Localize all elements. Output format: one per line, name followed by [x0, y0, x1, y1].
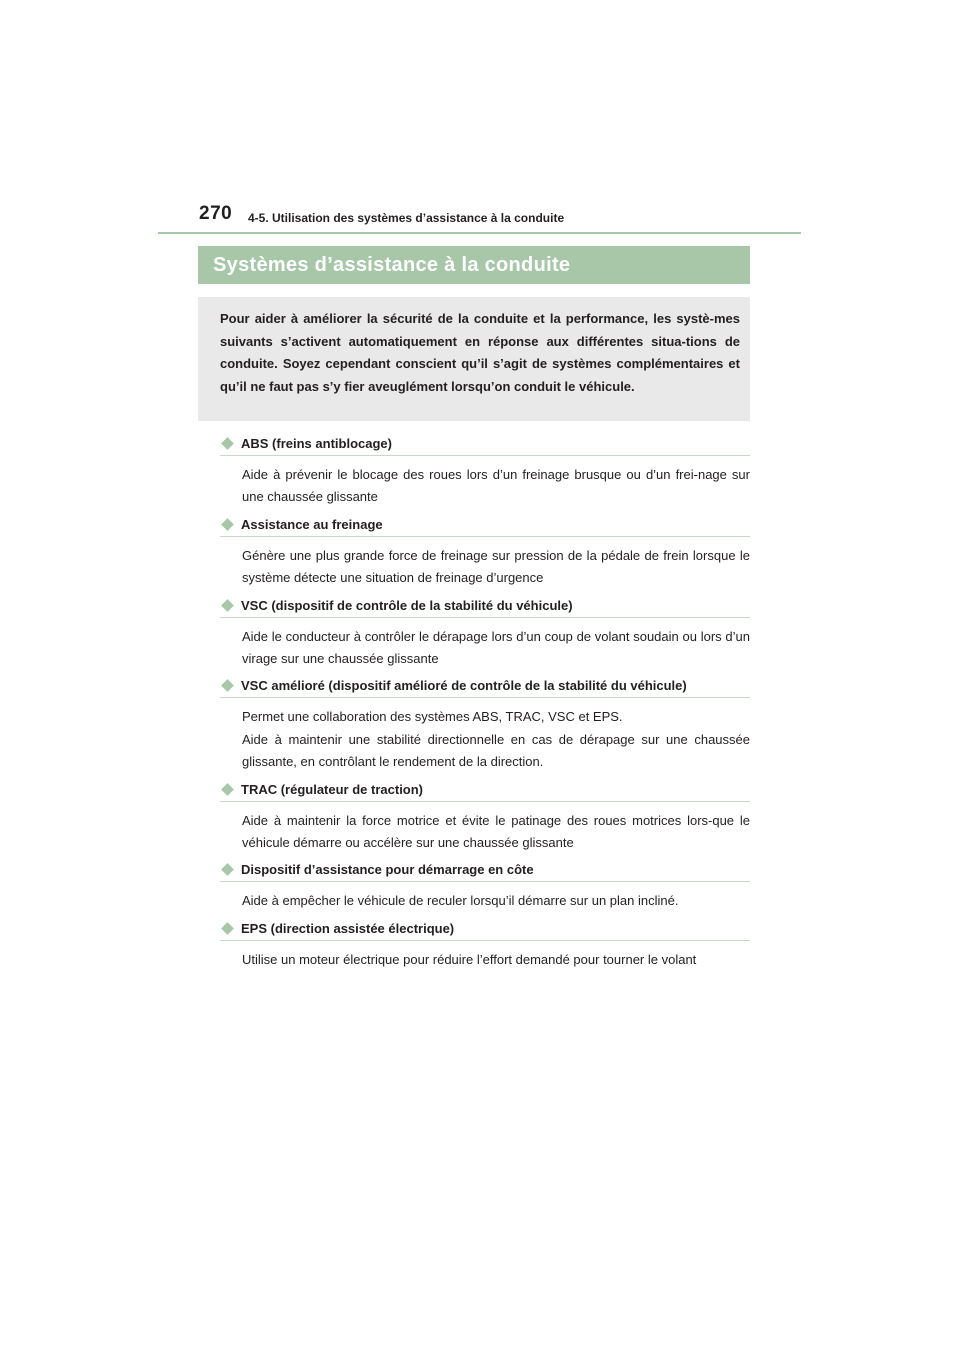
feature-title: EPS (direction assistée électrique)	[241, 920, 455, 936]
description-line: Permet une collaboration des systèmes ABS, TRAC, VSC et EPS.	[242, 709, 623, 725]
header-rule	[158, 232, 801, 234]
page-title: Systèmes d’assistance à la conduite	[213, 254, 571, 276]
feature-item	[220, 517, 750, 590]
diamond-bullet-icon	[221, 680, 234, 693]
description-line: Utilise un moteur électrique pour réduire l’effort demandé pour tourner le volant	[242, 951, 697, 967]
diamond-bullet-icon	[221, 599, 234, 612]
description-line: Aide le conducteur à contrôler le dérapage lors d’un coup de volant soudain ou lors d’un virage sur une chaussée glissante	[242, 628, 750, 667]
feature-heading	[220, 862, 750, 882]
feature-description	[242, 706, 750, 773]
feature-title: VSC (dispositif de contrôle de la stabilité du véhicule)	[241, 597, 573, 613]
feature-description	[242, 890, 750, 912]
description-line: Aide à maintenir la force motrice et évite le patinage des roues motrices lors-que le véhicule démarre ou accélère sur une chaussée glissante	[242, 812, 750, 851]
feature-description	[242, 810, 750, 855]
feature-item	[220, 436, 750, 509]
feature-description	[242, 464, 750, 509]
feature-description	[242, 949, 750, 971]
feature-title: Dispositif d’assistance pour démarrage en côte	[241, 862, 534, 878]
diamond-bullet-icon	[221, 864, 234, 877]
feature-title: VSC amélioré (dispositif amélioré de contrôle de la stabilité du véhicule)	[241, 678, 687, 694]
section-title-band	[198, 246, 750, 284]
diamond-bullet-icon	[221, 437, 234, 450]
feature-item	[220, 782, 750, 855]
feature-item	[220, 921, 750, 971]
feature-description	[242, 626, 750, 671]
description-line: Aide à prévenir le blocage des roues lors d’un freinage brusque ou d’un frei-nage sur une chaussée glissante	[242, 467, 750, 505]
feature-item	[220, 862, 750, 912]
feature-heading	[220, 678, 750, 698]
feature-title: TRAC (régulateur de traction)	[241, 781, 424, 797]
feature-title: Assistance au freinage	[241, 516, 383, 532]
feature-item	[220, 598, 750, 671]
feature-item	[220, 678, 750, 773]
section-reference: 4-5. Utilisation des systèmes d’assistance à la conduite	[248, 211, 565, 225]
diamond-bullet-icon	[221, 518, 234, 531]
page-number: 270	[199, 203, 233, 224]
feature-description	[242, 545, 750, 590]
feature-heading	[220, 921, 750, 941]
intro-text: Pour aider à améliorer la sécurité de la conduite et la performance, les systè-mes suivants s’activent automatiquement en réponse aux différentes situa-tions de conduite. Soyez cependant conscient qu’il s’agit de systèmes complémentaires et qu’il ne faut pas s’y fier aveuglément lorsqu’on conduit le véhicule.	[220, 311, 740, 394]
feature-title: ABS (freins antiblocage)	[241, 436, 392, 451]
feature-heading	[220, 782, 750, 802]
description-line: Aide à maintenir une stabilité directionnelle en cas de dérapage sur une chaussée glissante, en contrôlant le rendement de la direction.	[242, 731, 750, 770]
feature-heading	[220, 436, 750, 456]
diamond-bullet-icon	[221, 922, 234, 935]
description-line: Aide à empêcher le véhicule de reculer lorsqu’il démarre sur un plan incliné.	[242, 893, 679, 909]
intro-box	[198, 297, 750, 421]
feature-list	[220, 436, 750, 979]
feature-heading	[220, 517, 750, 537]
feature-heading	[220, 598, 750, 618]
description-line: Génère une plus grande force de freinage sur pression de la pédale de frein lorsque le système détecte une situation de freinage d’urgence	[242, 547, 750, 586]
diamond-bullet-icon	[221, 783, 234, 796]
